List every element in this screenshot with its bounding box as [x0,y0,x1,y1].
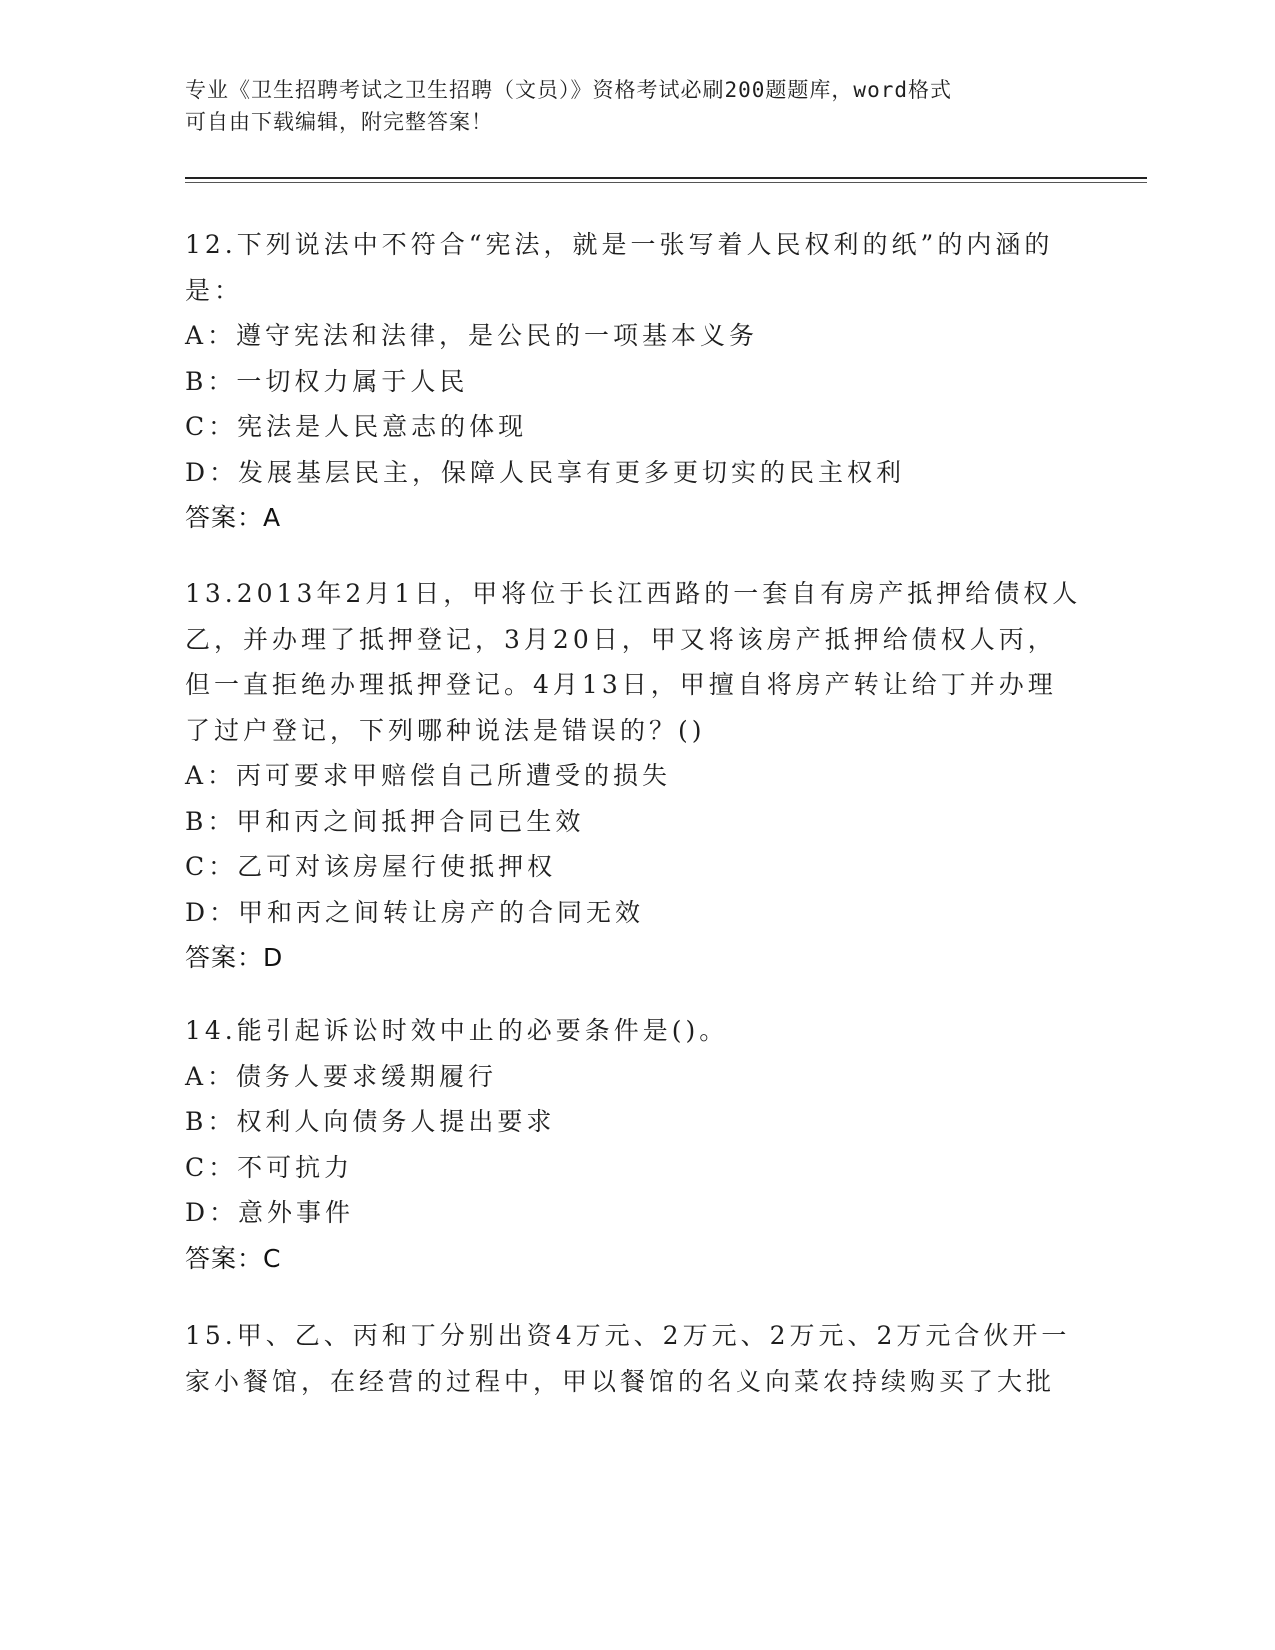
option-a: A：遵守宪法和法律，是公民的一项基本义务 [185,321,759,350]
option-b: B：一切权力属于人民 [185,366,469,396]
question-stem-line: 家小餐馆，在经营的过程中，甲以餐馆的名义向菜农持续购买了大批 [185,1366,1056,1396]
question-14 [185,1008,1085,1281]
header-title-line-1: 专业《卫生招聘考试之卫生招聘（文员）》资格考试必刷200题题库，word格式 [185,78,952,102]
question-15 [185,1313,1085,1404]
option-d: D：发展基层民主，保障人民享有更多更切实的民主权利 [185,457,906,487]
option-b: B：权利人向债务人提出要求 [185,1107,556,1136]
question-stem-line: 乙，并办理了抵押登记，3月20日，甲又将该房产抵押给债权人丙， [185,624,1057,654]
option-a: A：债务人要求缓期履行 [185,1061,498,1091]
header-divider-thick [185,177,1147,179]
question-stem [185,571,1085,753]
option-a: A：丙可要求甲赔偿自己所遭受的损失 [185,761,672,790]
option-d: D：意外事件 [185,1198,355,1227]
question-stem [185,1313,1085,1404]
answer-label: 答案：C [185,1243,282,1273]
question-stem-line: 但一直拒绝办理抵押登记。4月13日，甲擅自将房产转让给丁并办理 [185,670,1057,699]
option-b: B：甲和丙之间抵押合同已生效 [185,806,585,836]
option-c: C：不可抗力 [185,1152,354,1182]
question-stem-line: 是： [185,275,244,305]
option-c: C：乙可对该房屋行使抵押权 [185,852,557,881]
answer-label: 答案：D [185,943,284,972]
header-divider-thin [185,182,1147,183]
question-stem-line: 15.甲、乙、丙和丁分别出资4万元、2万元、2万元、2万元合伙开一 [185,1321,1071,1350]
question-stem-line: 12.下列说法中不符合“宪法，就是一张写着人民权利的纸”的内涵的 [185,230,1054,259]
question-stem-line: 了过户登记，下列哪种说法是错误的？() [185,715,706,745]
question-12 [185,222,1085,541]
question-stem [185,1008,1085,1054]
document-header [185,74,1065,138]
question-13 [185,571,1085,981]
question-stem-line: 14.能引起诉讼时效中止的必要条件是()。 [185,1016,729,1045]
question-stem [185,222,1085,313]
option-d: D：甲和丙之间转让房产的合同无效 [185,897,645,927]
option-c: C：宪法是人民意志的体现 [185,412,528,441]
header-title-line-2: 可自由下载编辑，附完整答案！ [185,110,493,134]
question-stem-line: 13.2013年2月1日，甲将位于长江西路的一套自有房产抵押给债权人 [185,579,1082,608]
answer-label: 答案：A [185,503,282,532]
